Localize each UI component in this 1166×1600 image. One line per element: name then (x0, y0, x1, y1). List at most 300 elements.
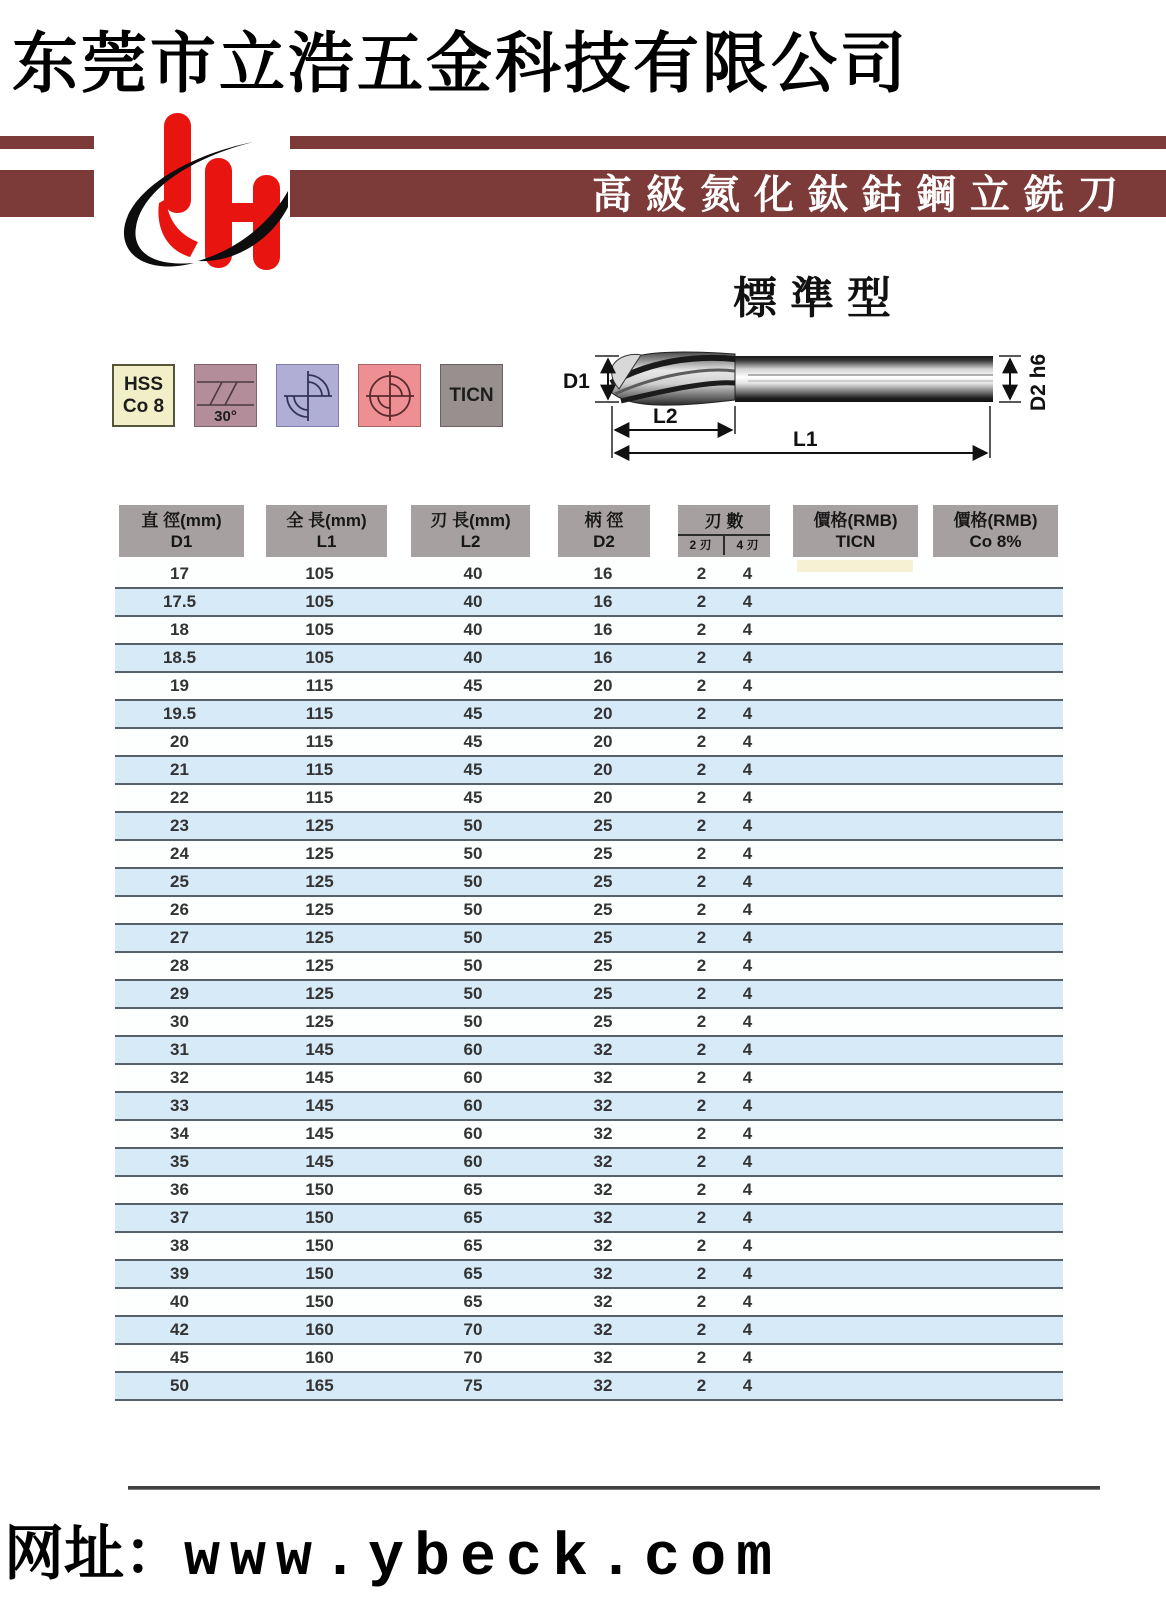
cell-flutes-4: 4 (742, 1152, 753, 1171)
cell-flutes-4: 4 (742, 1208, 753, 1227)
dim-label-l1: L1 (793, 428, 818, 451)
cell-price-co8 (933, 589, 1058, 615)
cell-price-co8 (933, 1037, 1058, 1063)
cell-price-ticn (793, 1121, 918, 1147)
cell-overall-length: 115 (305, 732, 334, 751)
cell-shank-diameter: 20 (593, 760, 613, 779)
cell-shank-diameter: 32 (593, 1180, 613, 1199)
cell-shank-diameter: 20 (593, 704, 613, 723)
cell-diameter: 19.5 (162, 704, 197, 723)
cell-flute-length: 40 (463, 620, 483, 639)
cell-diameter: 17.5 (162, 592, 197, 611)
cell-flutes-4: 4 (742, 984, 753, 1003)
table-row (115, 1149, 1063, 1177)
cell-flute-length: 60 (463, 1152, 483, 1171)
table-row (115, 1233, 1063, 1261)
cell-flutes-4: 4 (742, 564, 753, 583)
cell-flutes-2: 2 (696, 928, 707, 947)
table-row (115, 1177, 1063, 1205)
table-row (115, 981, 1063, 1009)
cell-diameter: 40 (170, 1292, 189, 1311)
cell-flutes-2: 2 (696, 900, 707, 919)
cell-flutes-2: 2 (696, 1040, 707, 1059)
table-row (115, 1037, 1063, 1065)
cell-flutes-2: 2 (696, 1180, 707, 1199)
cell-flute-length: 70 (463, 1348, 483, 1367)
cell-diameter: 36 (170, 1180, 189, 1199)
table-row (115, 589, 1063, 617)
coating-icon (440, 364, 503, 427)
cell-price-co8 (933, 645, 1058, 671)
cell-flute-length: 60 (463, 1124, 483, 1143)
cell-overall-length: 115 (305, 760, 334, 779)
table-row (115, 1205, 1063, 1233)
cell-shank-diameter: 20 (593, 788, 613, 807)
coating-label: TICN (449, 384, 494, 406)
cell-price-ticn (793, 673, 918, 699)
cell-flute-length: 50 (463, 956, 483, 975)
cell-flutes-2: 2 (696, 648, 707, 667)
cell-shank-diameter: 32 (593, 1348, 613, 1367)
cell-price-co8 (933, 757, 1058, 783)
cell-flutes-2: 2 (696, 1320, 707, 1339)
cell-flutes-2: 2 (696, 844, 707, 863)
col-header-flutes-sub (678, 536, 770, 555)
table-row (115, 645, 1063, 673)
cell-price-co8 (933, 1177, 1058, 1203)
cell-diameter: 32 (170, 1068, 189, 1087)
material-line2: Co 8 (122, 395, 165, 417)
cell-flutes-2: 2 (696, 1124, 707, 1143)
cell-flutes-4: 4 (742, 788, 753, 807)
col-header-flute-length-code: L2 (460, 532, 481, 551)
cell-flutes-4: 4 (742, 592, 753, 611)
cell-flute-length: 65 (463, 1208, 483, 1227)
cell-flute-length: 70 (463, 1320, 483, 1339)
cell-flutes-4: 4 (742, 816, 753, 835)
website-url: www.ybeck.com (184, 1525, 783, 1593)
cell-price-ticn (793, 1149, 918, 1175)
cell-flutes-4: 4 (742, 1124, 753, 1143)
cell-flutes-4: 4 (742, 1292, 753, 1311)
four-flute-drawing (362, 368, 418, 424)
table-body (115, 561, 1063, 1401)
cell-price-ticn (793, 1233, 918, 1259)
cell-price-ticn (793, 1093, 918, 1119)
cell-price-co8 (933, 1289, 1058, 1315)
cell-flutes-4: 4 (742, 1376, 753, 1395)
cell-price-co8 (933, 1205, 1058, 1231)
col-header-overall-length (266, 505, 387, 557)
cell-price-ticn (793, 1205, 918, 1231)
cell-price-ticn (793, 1037, 918, 1063)
cell-diameter: 23 (170, 816, 189, 835)
cell-price-ticn (793, 925, 918, 951)
cell-price-co8 (933, 1345, 1058, 1371)
cell-flutes-2: 2 (696, 956, 707, 975)
cell-flutes-4: 4 (742, 928, 753, 947)
cell-shank-diameter: 25 (593, 956, 613, 975)
cell-flutes-4: 4 (742, 1264, 753, 1283)
cell-overall-length: 165 (305, 1376, 334, 1395)
table-row (115, 841, 1063, 869)
cell-shank-diameter: 32 (593, 1152, 613, 1171)
company-logo (94, 111, 290, 275)
cell-flutes-2: 2 (696, 1236, 707, 1255)
cell-flutes-2: 2 (696, 592, 707, 611)
cell-flutes-4: 4 (742, 1068, 753, 1087)
table-row (115, 1065, 1063, 1093)
cell-flute-length: 65 (463, 1236, 483, 1255)
helix-angle-icon (194, 364, 257, 427)
cell-flutes-2: 2 (696, 984, 707, 1003)
col-header-price-ticn-name: 價格(RMB) (813, 511, 898, 530)
cell-diameter: 17 (170, 564, 189, 583)
cell-flutes-4: 4 (742, 900, 753, 919)
cell-diameter: 25 (170, 872, 189, 891)
cell-flute-length: 40 (463, 564, 483, 583)
cell-flutes-2: 2 (696, 1152, 707, 1171)
cell-overall-length: 105 (305, 620, 334, 639)
cell-flutes-4: 4 (742, 676, 753, 695)
cell-overall-length: 125 (305, 844, 334, 863)
cell-flutes-2: 2 (696, 1292, 707, 1311)
cell-overall-length: 125 (305, 816, 334, 835)
cell-diameter: 29 (170, 984, 189, 1003)
helix-angle-value: 30° (214, 408, 237, 425)
cell-price-ticn (793, 589, 918, 615)
cell-price-ticn (793, 785, 918, 811)
cell-overall-length: 150 (305, 1264, 334, 1283)
dim-label-l2: L2 (653, 405, 678, 428)
endmill-drawing (553, 323, 1083, 483)
cell-flute-length: 50 (463, 816, 483, 835)
cell-price-ticn (793, 1289, 918, 1315)
cell-diameter: 39 (170, 1264, 189, 1283)
cell-diameter: 37 (170, 1208, 189, 1227)
cell-shank-diameter: 16 (593, 564, 613, 583)
banner-title: 高級氮化鈦鈷鋼立銑刀 (592, 173, 1132, 217)
cell-overall-length: 125 (305, 872, 334, 891)
cell-overall-length: 145 (305, 1040, 334, 1059)
cell-overall-length: 150 (305, 1292, 334, 1311)
cell-flute-length: 45 (463, 732, 483, 751)
cell-price-ticn (793, 1317, 918, 1343)
cell-overall-length: 125 (305, 900, 334, 919)
cell-shank-diameter: 25 (593, 844, 613, 863)
cell-diameter: 45 (170, 1348, 189, 1367)
cell-diameter: 31 (170, 1040, 189, 1059)
cell-price-ticn (793, 757, 918, 783)
cell-price-co8 (933, 729, 1058, 755)
cell-flute-length: 45 (463, 788, 483, 807)
cell-price-co8 (933, 785, 1058, 811)
cell-overall-length: 125 (305, 928, 334, 947)
table-row (115, 729, 1063, 757)
table-row (115, 953, 1063, 981)
cell-flutes-4: 4 (742, 956, 753, 975)
table-row (115, 757, 1063, 785)
table-row (115, 1345, 1063, 1373)
cell-flute-length: 50 (463, 872, 483, 891)
cell-shank-diameter: 25 (593, 928, 613, 947)
cell-diameter: 38 (170, 1236, 189, 1255)
lh-logo-icon (94, 111, 290, 275)
cell-overall-length: 105 (305, 564, 334, 583)
table-header-row (115, 505, 1063, 557)
cell-overall-length: 105 (305, 592, 334, 611)
cell-flute-length: 65 (463, 1180, 483, 1199)
cell-price-ticn (793, 813, 918, 839)
two-flute-drawing (280, 368, 336, 424)
cell-flutes-4: 4 (742, 1320, 753, 1339)
cell-flutes-2: 2 (696, 1012, 707, 1031)
cell-shank-diameter: 16 (593, 620, 613, 639)
cell-flutes-2: 2 (696, 704, 707, 723)
cell-price-co8 (933, 1065, 1058, 1091)
cell-diameter: 30 (170, 1012, 189, 1031)
col-header-diameter-code: D1 (170, 532, 193, 551)
cell-shank-diameter: 20 (593, 732, 613, 751)
cell-shank-diameter: 32 (593, 1208, 613, 1227)
col-header-diameter-name: 直 徑(mm) (141, 511, 222, 530)
cell-price-co8 (933, 925, 1058, 951)
table-row (115, 1009, 1063, 1037)
cell-flutes-2: 2 (696, 1348, 707, 1367)
cell-price-ticn (793, 869, 918, 895)
cell-price-ticn (793, 645, 918, 671)
cell-price-ticn (793, 701, 918, 727)
shank-shape (735, 356, 993, 402)
cell-diameter: 33 (170, 1096, 189, 1115)
cell-shank-diameter: 32 (593, 1096, 613, 1115)
cell-price-co8 (933, 1121, 1058, 1147)
cell-price-co8 (933, 953, 1058, 979)
cell-flute-length: 60 (463, 1040, 483, 1059)
table-row (115, 617, 1063, 645)
table-row (115, 1289, 1063, 1317)
col-header-price-ticn (793, 505, 918, 557)
col-header-price-co8 (933, 505, 1058, 557)
col-header-flutes-title: 刃 數 (678, 505, 770, 536)
cell-flutes-2: 2 (696, 788, 707, 807)
cell-flute-length: 40 (463, 592, 483, 611)
cell-flute-length: 50 (463, 844, 483, 863)
cell-flutes-4: 4 (742, 648, 753, 667)
cell-flutes-2: 2 (696, 1096, 707, 1115)
cell-price-ticn (793, 1345, 918, 1371)
table-row (115, 897, 1063, 925)
cell-flutes-4: 4 (742, 872, 753, 891)
cell-overall-length: 160 (305, 1320, 334, 1339)
col-header-price-co8-code: Co 8% (969, 532, 1022, 551)
col-header-overall-length-code: L1 (316, 532, 337, 551)
col-header-shank-diameter-name: 柄 徑 (584, 511, 624, 530)
cell-shank-diameter: 32 (593, 1236, 613, 1255)
cell-price-co8 (933, 1149, 1058, 1175)
cell-flutes-2: 2 (696, 676, 707, 695)
col-header-flute-length (411, 505, 530, 557)
cell-flutes-2: 2 (696, 620, 707, 639)
cell-overall-length: 150 (305, 1208, 334, 1227)
cell-price-co8 (933, 673, 1058, 699)
col-header-price-ticn-code: TICN (835, 532, 876, 551)
table-row (115, 785, 1063, 813)
cell-flute-length: 60 (463, 1068, 483, 1087)
cell-diameter: 26 (170, 900, 189, 919)
cell-flutes-2: 2 (696, 732, 707, 751)
col-header-flutes-4: 4 刃 (736, 538, 759, 552)
product-type-label: 標準型 (733, 274, 904, 323)
material-icon (112, 364, 175, 427)
cell-shank-diameter: 20 (593, 676, 613, 695)
cell-flute-length: 50 (463, 984, 483, 1003)
cell-shank-diameter: 32 (593, 1068, 613, 1087)
cell-flute-length: 65 (463, 1292, 483, 1311)
cell-diameter: 27 (170, 928, 189, 947)
col-header-diameter (119, 505, 244, 557)
cell-price-co8 (933, 1093, 1058, 1119)
table-row (115, 1121, 1063, 1149)
col-header-overall-length-name: 全 長(mm) (286, 511, 367, 530)
website-label: 网址： (4, 1525, 184, 1593)
cell-price-co8 (933, 1373, 1058, 1399)
cell-overall-length: 145 (305, 1124, 334, 1143)
cell-diameter: 21 (170, 760, 189, 779)
cell-overall-length: 160 (305, 1348, 334, 1367)
material-line1: HSS (123, 373, 164, 395)
cell-overall-length: 125 (305, 1012, 334, 1031)
cell-diameter: 19 (170, 676, 189, 695)
cell-price-ticn (793, 897, 918, 923)
cell-diameter: 24 (170, 844, 189, 863)
col-header-flutes-2: 2 刃 (678, 536, 725, 555)
cell-price-co8 (933, 869, 1058, 895)
col-header-flutes (678, 505, 770, 557)
table-row (115, 561, 1063, 589)
cell-price-ticn (793, 1373, 918, 1399)
cell-shank-diameter: 32 (593, 1124, 613, 1143)
dim-label-d2: D2 h6 (1027, 353, 1050, 411)
cell-flute-length: 75 (463, 1376, 483, 1395)
cell-shank-diameter: 16 (593, 592, 613, 611)
cell-shank-diameter: 25 (593, 872, 613, 891)
cell-price-co8 (933, 1233, 1058, 1259)
cell-overall-length: 150 (305, 1236, 334, 1255)
cell-price-co8 (933, 841, 1058, 867)
cell-price-co8 (933, 981, 1058, 1007)
cell-price-ticn (793, 1065, 918, 1091)
cell-flute-length: 65 (463, 1264, 483, 1283)
footer-divider (128, 1486, 1100, 1490)
cell-shank-diameter: 16 (593, 648, 613, 667)
cell-flutes-2: 2 (696, 1068, 707, 1087)
table-row (115, 813, 1063, 841)
cell-diameter: 50 (170, 1376, 189, 1395)
table-row (115, 1373, 1063, 1401)
cell-flutes-4: 4 (742, 1180, 753, 1199)
cell-shank-diameter: 25 (593, 984, 613, 1003)
cell-price-co8 (933, 1009, 1058, 1035)
col-header-flute-length-name: 刃 長(mm) (430, 511, 511, 530)
website-line (4, 1506, 782, 1593)
cell-diameter: 20 (170, 732, 189, 751)
spec-table (115, 505, 1063, 1401)
table-row (115, 1261, 1063, 1289)
cell-flute-length: 45 (463, 676, 483, 695)
cell-flute-length: 45 (463, 704, 483, 723)
cell-price-co8 (933, 897, 1058, 923)
cell-overall-length: 145 (305, 1068, 334, 1087)
cell-shank-diameter: 32 (593, 1376, 613, 1395)
cell-flutes-4: 4 (742, 620, 753, 639)
cell-flute-length: 50 (463, 928, 483, 947)
table-row (115, 673, 1063, 701)
cell-flutes-2: 2 (696, 1264, 707, 1283)
cell-flutes-4: 4 (742, 1040, 753, 1059)
cell-shank-diameter: 32 (593, 1320, 613, 1339)
table-row (115, 869, 1063, 897)
cell-price-ticn (793, 841, 918, 867)
cell-price-ticn (793, 617, 918, 643)
four-flute-endmill-icon (358, 364, 421, 427)
cell-flutes-4: 4 (742, 1096, 753, 1115)
cell-shank-diameter: 32 (593, 1292, 613, 1311)
cell-diameter: 22 (170, 788, 189, 807)
cell-flute-length: 60 (463, 1096, 483, 1115)
cell-shank-diameter: 25 (593, 900, 613, 919)
cell-price-ticn (793, 981, 918, 1007)
cell-flutes-4: 4 (742, 732, 753, 751)
cell-diameter: 34 (170, 1124, 189, 1143)
cell-flutes-2: 2 (696, 760, 707, 779)
cell-overall-length: 115 (305, 788, 334, 807)
cell-price-co8 (933, 1317, 1058, 1343)
cell-price-co8 (933, 617, 1058, 643)
table-row (115, 1093, 1063, 1121)
cell-flutes-4: 4 (742, 844, 753, 863)
dimension-diagram (553, 323, 1083, 488)
cell-flute-length: 45 (463, 760, 483, 779)
cell-price-co8 (933, 561, 1058, 587)
cell-price-ticn (793, 1177, 918, 1203)
cell-overall-length: 145 (305, 1096, 334, 1115)
cell-diameter: 18.5 (162, 648, 197, 667)
cell-overall-length: 145 (305, 1152, 334, 1171)
cell-overall-length: 115 (305, 676, 334, 695)
cell-flute-length: 50 (463, 900, 483, 919)
cell-flutes-2: 2 (696, 1208, 707, 1227)
cell-flute-length: 50 (463, 1012, 483, 1031)
two-flute-endmill-icon (276, 364, 339, 427)
cell-overall-length: 125 (305, 984, 334, 1003)
cell-price-ticn (793, 953, 918, 979)
cell-diameter: 18 (170, 620, 189, 639)
cell-flutes-2: 2 (696, 1376, 707, 1395)
table-row (115, 1317, 1063, 1345)
cell-price-co8 (933, 813, 1058, 839)
cell-shank-diameter: 32 (593, 1264, 613, 1283)
cell-flutes-4: 4 (742, 704, 753, 723)
cell-shank-diameter: 32 (593, 1040, 613, 1059)
cell-shank-diameter: 25 (593, 816, 613, 835)
cell-flutes-2: 2 (696, 564, 707, 583)
cell-flutes-4: 4 (742, 1236, 753, 1255)
cell-flutes-2: 2 (696, 816, 707, 835)
cell-price-co8 (933, 1261, 1058, 1287)
table-row (115, 925, 1063, 953)
company-name: 东莞市立浩五金科技有限公司 (12, 24, 909, 102)
